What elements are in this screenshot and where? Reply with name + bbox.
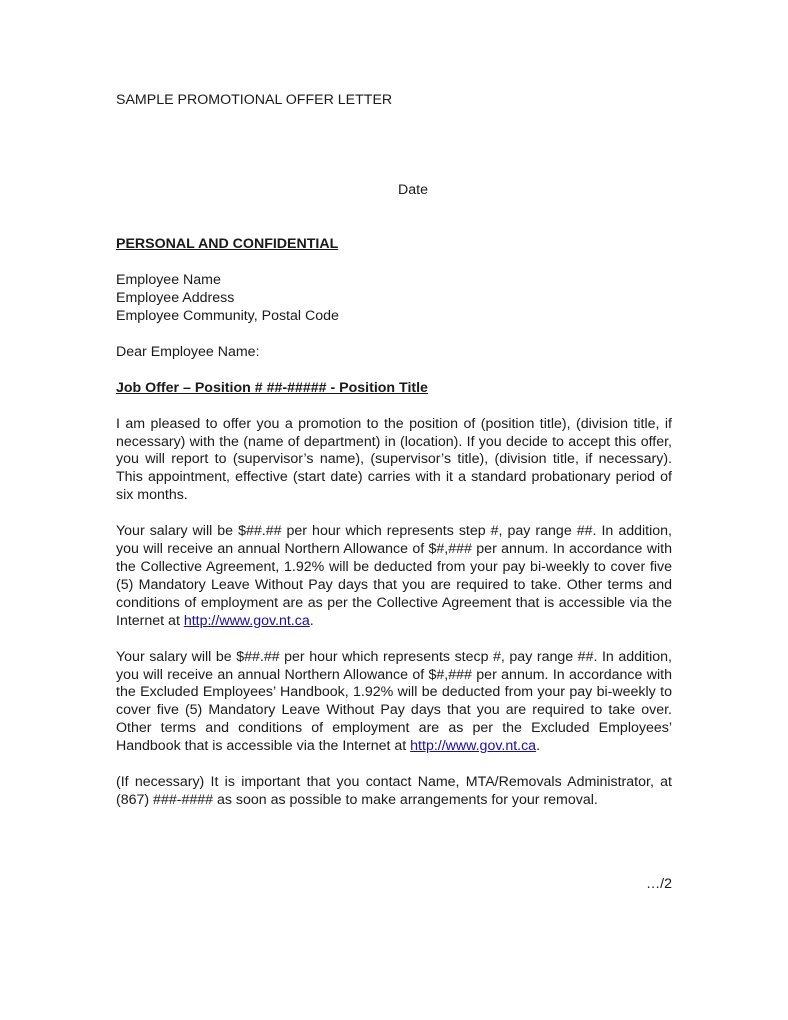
letter-body (116, 92, 672, 810)
letter-title: SAMPLE PROMOTIONAL OFFER LETTER (116, 92, 393, 108)
letter-date: Date (398, 182, 428, 198)
paragraph-salary-collective (116, 523, 672, 630)
paragraph-salary-excluded (116, 649, 672, 756)
recipient-address (116, 272, 672, 326)
recipient-street: Employee Address (116, 289, 235, 306)
paragraph-salary-collective-text: Your salary will be $##.## per hour which represents step #, pay range ##. In addition, you will receive an annual Northern Allowance of $#,### per annum. In accordance with the Collective Agreement, 1.92% will be deducted from your pay bi-weekly to cover five (5) Mandatory Leave Without Pay days that you are required to take. Other terms and conditions of employment are as per the Collective Agreement that is accessible via the Internet at (116, 523, 672, 629)
gov-website-link[interactable]: http://www.gov.nt.ca (410, 738, 537, 755)
paragraph-end-period: . (536, 738, 541, 755)
page-number: …/2 (645, 876, 672, 892)
gov-website-link[interactable]: http://www.gov.nt.ca (183, 612, 310, 629)
paragraph-salary-excluded-text: Your salary will be $##.## per hour which represents stecp #, pay range ##. In addition, you will receive an annual Northern Allowance of $#,### per annum. In accordance with the Excluded Employees’ Handbook, 1.92% will be deducted from your pay bi-weekly to cover five (5) Mandatory Leave Without Pay days that you are required to take over. Other terms and conditions of employment are as per the Excluded Employees’ Handbook that is accessible via the Internet at (116, 648, 672, 755)
confidential-heading: PERSONAL AND CONFIDENTIAL (116, 235, 339, 252)
paragraph-offer: I am pleased to offer you a promotion to the position of (position title), (division title, if necessary) with the (name of department) in (location). If you decide to accept this offer, you will report to (supervisor’s name), (supervisor’s title), (division title, if necessary). This appointment, effective (start date) carries with it a standard probationary period of six months. (116, 415, 672, 504)
recipient-name: Employee Name (116, 271, 221, 288)
recipient-community: Employee Community, Postal Code (116, 307, 339, 324)
subject-line: Job Offer – Position # ##-##### - Position Title (116, 379, 428, 396)
paragraph-removal: (If necessary) It is important that you contact Name, MTA/Removals Administrator, at (867) ###-#### as soon as possible to make arrangements for your removal. (116, 774, 672, 808)
salutation: Dear Employee Name: (116, 343, 260, 360)
paragraph-end-period: . (309, 612, 314, 629)
